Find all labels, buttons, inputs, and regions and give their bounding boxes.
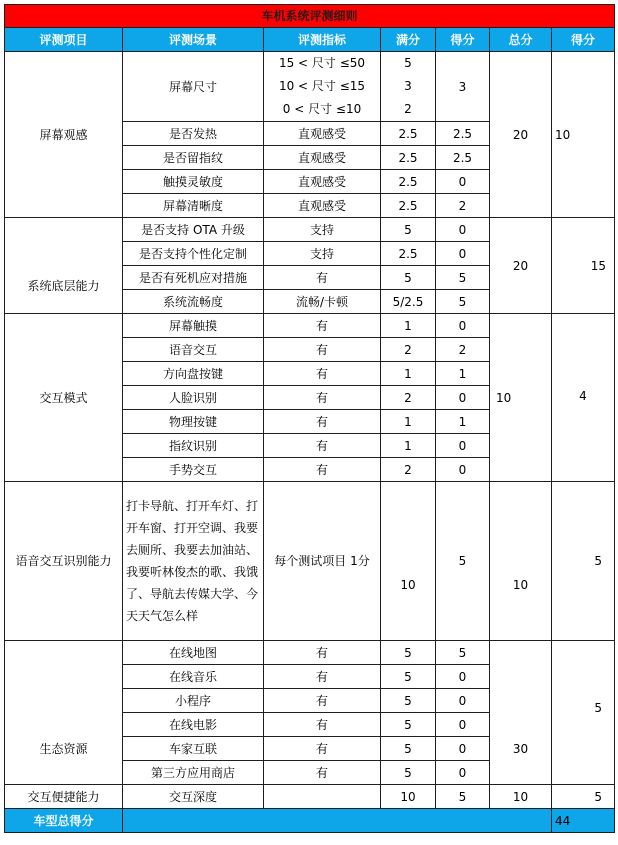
score-cell: 0 — [436, 242, 490, 266]
score-cell: 0 — [436, 170, 490, 194]
table-row — [5, 314, 615, 338]
score-cell: 2.5 — [436, 122, 490, 146]
header-score: 得分 — [436, 28, 490, 52]
table-row — [5, 482, 615, 641]
scene-cell: 屏幕清晰度 — [123, 194, 264, 218]
score-cell: 0 — [436, 314, 490, 338]
scene-cell: 屏幕触摸 — [123, 314, 264, 338]
score-convenience: 5 — [436, 785, 490, 809]
full-cell: 5 — [381, 761, 436, 785]
score-cell: 0 — [436, 689, 490, 713]
full-cell: 2.5 — [381, 122, 436, 146]
category-interaction: 交互模式 — [5, 314, 123, 482]
table-row — [5, 641, 615, 665]
full-cell: 5 — [381, 665, 436, 689]
final-screen: 10 — [552, 52, 615, 218]
scene-cell: 语音交互 — [123, 338, 264, 362]
full-cell: 5 — [381, 218, 436, 242]
score-cell: 1 — [436, 362, 490, 386]
metric-size-ranges: 15 < 尺寸 ≤50 10 < 尺寸 ≤15 0 < 尺寸 ≤10 — [264, 52, 381, 122]
full-cell: 2.5 — [381, 146, 436, 170]
metric-cell: 直观感受 — [264, 194, 381, 218]
full-cell: 2.5 — [381, 242, 436, 266]
scene-cell: 方向盘按键 — [123, 362, 264, 386]
scene-cell: 系统流畅度 — [123, 290, 264, 314]
footer-label: 车型总得分 — [5, 809, 123, 833]
category-system: 系统底层能力 — [5, 218, 123, 314]
metric-cell: 直观感受 — [264, 170, 381, 194]
score-cell: 0 — [436, 458, 490, 482]
score-cell: 2 — [436, 338, 490, 362]
table-row — [5, 52, 615, 122]
scene-cell: 在线电影 — [123, 713, 264, 737]
score-cell: 0 — [436, 665, 490, 689]
table-row — [5, 785, 615, 809]
final-convenience: 5 — [552, 785, 615, 809]
header-row — [5, 28, 615, 52]
scene-cell: 在线音乐 — [123, 665, 264, 689]
header-final-score: 得分 — [552, 28, 615, 52]
header-full-score: 满分 — [381, 28, 436, 52]
score-cell: 0 — [436, 218, 490, 242]
score-cell: 0 — [436, 737, 490, 761]
full-cell: 5 — [381, 737, 436, 761]
metric-cell: 有 — [264, 713, 381, 737]
metric-voice: 每个测试项目 1分 — [264, 482, 381, 641]
footer-total: 44 — [552, 809, 615, 833]
header-total: 总分 — [490, 28, 552, 52]
full-cell: 2.5 — [381, 170, 436, 194]
final-interaction: 4 — [552, 314, 615, 482]
scene-cell: 第三方应用商店 — [123, 761, 264, 785]
metric-cell: 支持 — [264, 242, 381, 266]
full-cell: 1 — [381, 314, 436, 338]
scene-cell: 是否发热 — [123, 122, 264, 146]
scene-cell: 指纹识别 — [123, 434, 264, 458]
metric-convenience — [264, 785, 381, 809]
scene-screen-size: 屏幕尺寸 — [123, 52, 264, 122]
full-cell: 2 — [381, 338, 436, 362]
metric-cell: 有 — [264, 665, 381, 689]
metric-cell: 有 — [264, 338, 381, 362]
score-cell: 2 — [436, 194, 490, 218]
full-cell: 5 — [381, 713, 436, 737]
full-convenience: 10 — [381, 785, 436, 809]
metric-cell: 有 — [264, 434, 381, 458]
metric-cell: 有 — [264, 410, 381, 434]
scene-cell: 小程序 — [123, 689, 264, 713]
full-size-values: 5 3 2 — [381, 52, 436, 122]
scene-cell: 手势交互 — [123, 458, 264, 482]
footer-spacer — [123, 809, 552, 833]
score-cell: 1 — [436, 410, 490, 434]
metric-cell: 支持 — [264, 218, 381, 242]
metric-cell: 有 — [264, 641, 381, 665]
full-cell: 2 — [381, 386, 436, 410]
score-cell: 0 — [436, 434, 490, 458]
score-voice: 5 — [436, 482, 490, 641]
category-ecosystem: 生态资源 — [5, 641, 123, 785]
scene-cell: 是否有死机应对措施 — [123, 266, 264, 290]
full-voice: 10 — [381, 482, 436, 641]
metric-cell: 流畅/卡顿 — [264, 290, 381, 314]
metric-cell: 有 — [264, 689, 381, 713]
full-cell: 1 — [381, 434, 436, 458]
final-ecosystem: 5 — [552, 641, 615, 785]
score-cell: 2.5 — [436, 146, 490, 170]
table-title: 车机系统评测细则 — [5, 5, 615, 28]
total-voice: 10 — [490, 482, 552, 641]
score-cell: 0 — [436, 761, 490, 785]
score-cell: 0 — [436, 386, 490, 410]
metric-cell: 直观感受 — [264, 146, 381, 170]
metric-cell: 有 — [264, 386, 381, 410]
full-cell: 1 — [381, 362, 436, 386]
score-screen-size: 3 — [436, 52, 490, 122]
metric-cell: 有 — [264, 737, 381, 761]
metric-cell: 直观感受 — [264, 122, 381, 146]
scene-convenience: 交互深度 — [123, 785, 264, 809]
header-category: 评测项目 — [5, 28, 123, 52]
scene-cell: 在线地图 — [123, 641, 264, 665]
footer-row — [5, 809, 615, 833]
final-system: 15 — [552, 218, 615, 314]
metric-cell: 有 — [264, 761, 381, 785]
final-voice: 5 — [552, 482, 615, 641]
full-cell: 1 — [381, 410, 436, 434]
header-metric: 评测指标 — [264, 28, 381, 52]
score-cell: 5 — [436, 641, 490, 665]
total-interaction: 10 — [490, 314, 552, 482]
full-cell: 2 — [381, 458, 436, 482]
scene-voice-commands: 打卡导航、打开车灯、打开车窗、打开空调、我要去厕所、我要去加油站、我要听林俊杰的歌、我饿了、导航去传媒大学、今天天气怎么样 — [123, 482, 264, 641]
evaluation-table — [4, 4, 615, 833]
metric-cell: 有 — [264, 314, 381, 338]
full-cell: 5 — [381, 266, 436, 290]
scene-cell: 是否支持 OTA 升级 — [123, 218, 264, 242]
full-cell: 5 — [381, 641, 436, 665]
category-convenience: 交互便捷能力 — [5, 785, 123, 809]
total-convenience: 10 — [490, 785, 552, 809]
scene-cell: 是否留指纹 — [123, 146, 264, 170]
scene-cell: 物理按键 — [123, 410, 264, 434]
full-cell: 2.5 — [381, 194, 436, 218]
table-row — [5, 218, 615, 242]
metric-cell: 有 — [264, 458, 381, 482]
metric-cell: 有 — [264, 266, 381, 290]
total-ecosystem: 30 — [490, 641, 552, 785]
scene-cell: 人脸识别 — [123, 386, 264, 410]
scene-cell: 是否支持个性化定制 — [123, 242, 264, 266]
score-cell: 5 — [436, 290, 490, 314]
scene-cell: 触摸灵敏度 — [123, 170, 264, 194]
total-screen: 20 — [490, 52, 552, 218]
category-voice: 语音交互识别能力 — [5, 482, 123, 641]
total-system: 20 — [490, 218, 552, 314]
scene-cell: 车家互联 — [123, 737, 264, 761]
metric-cell: 有 — [264, 362, 381, 386]
category-screen: 屏幕观感 — [5, 52, 123, 218]
score-cell: 0 — [436, 713, 490, 737]
full-cell: 5/2.5 — [381, 290, 436, 314]
score-cell: 5 — [436, 266, 490, 290]
header-scene: 评测场景 — [123, 28, 264, 52]
full-cell: 5 — [381, 689, 436, 713]
